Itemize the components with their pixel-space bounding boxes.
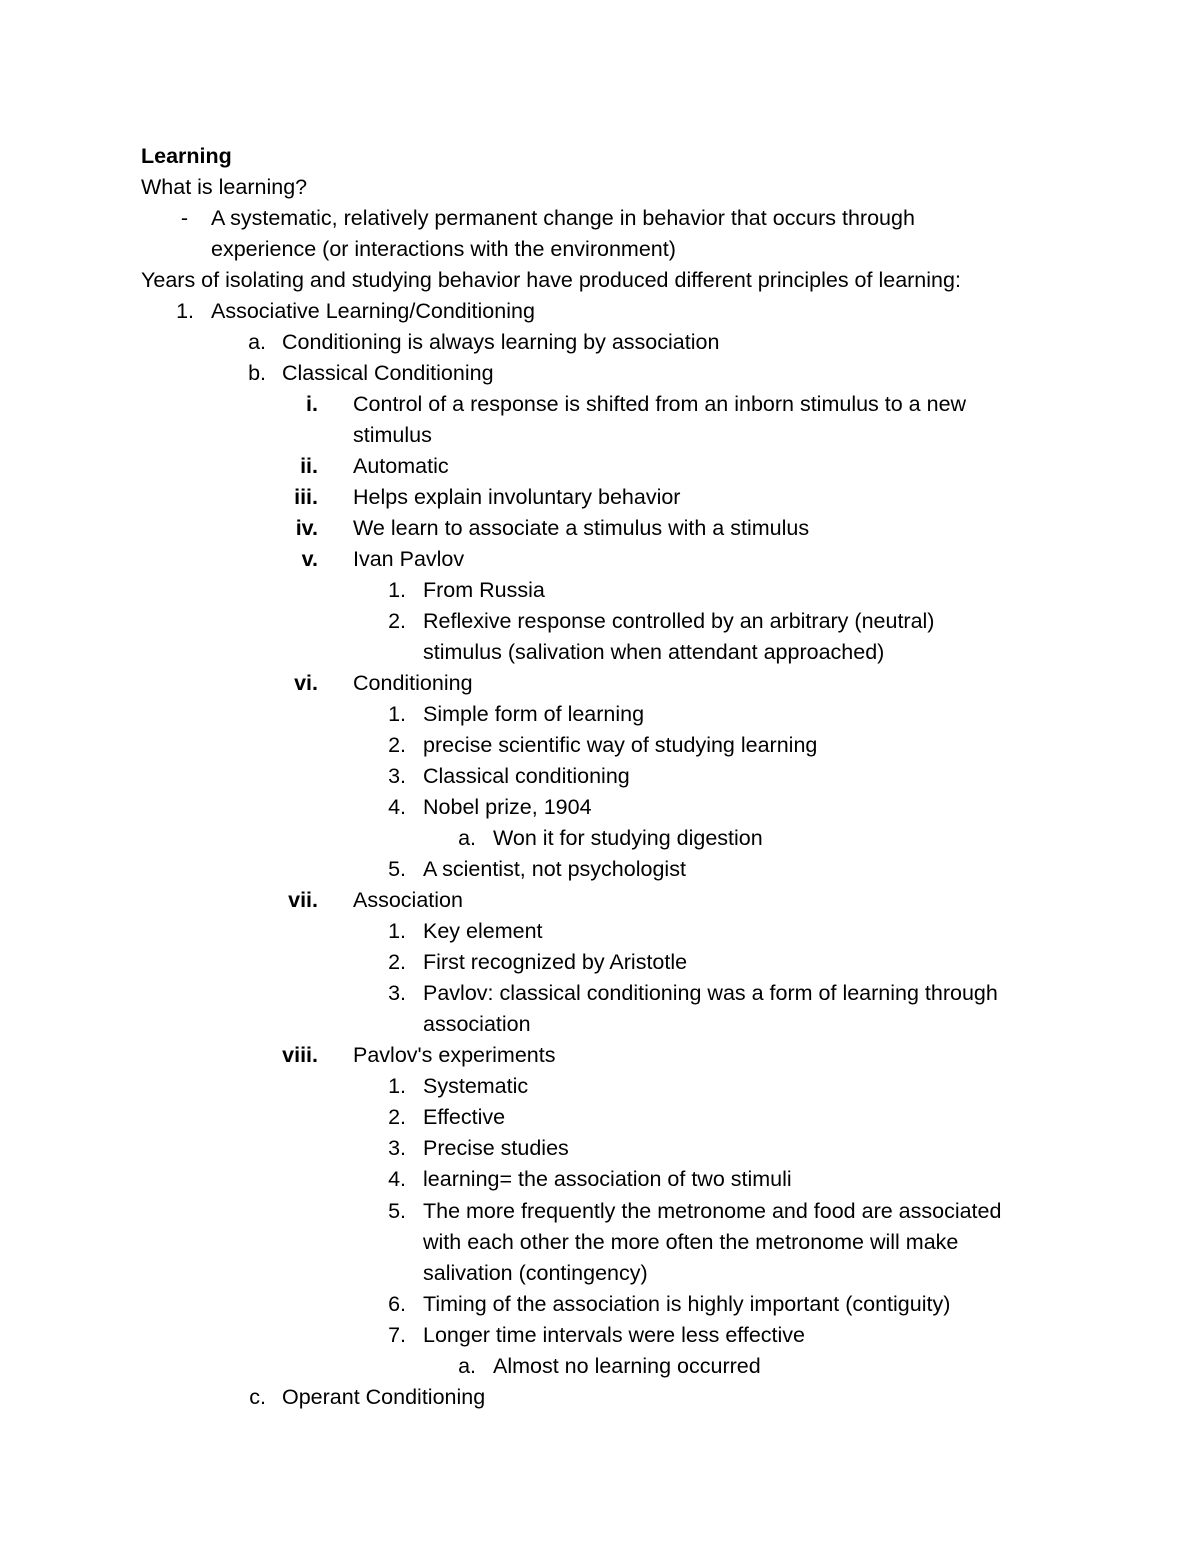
question-text: What is learning?	[141, 175, 308, 199]
list-item: Almost no learning occurred	[493, 1354, 761, 1378]
list-item-continuation: stimulus (salivation when attendant approached)	[423, 640, 885, 664]
list-marker: 5.	[388, 1199, 406, 1223]
list-item: Association	[353, 888, 463, 912]
list-item: Key element	[423, 919, 543, 943]
list-item: Precise studies	[423, 1136, 569, 1160]
list-item: Systematic	[423, 1074, 529, 1098]
list-marker: 4.	[388, 795, 406, 819]
list-item-continuation: association	[423, 1012, 531, 1036]
dash-bullet: -	[180, 206, 188, 230]
list-marker: ii.	[300, 454, 318, 478]
list-marker: 1.	[388, 702, 406, 726]
list-marker: 2.	[388, 950, 406, 974]
list-item: Control of a response is shifted from an inborn stimulus to a new	[353, 392, 967, 416]
list-item: From Russia	[423, 578, 545, 602]
list-marker: 2.	[388, 733, 406, 757]
list-item: Nobel prize, 1904	[423, 795, 592, 819]
list-item: Ivan Pavlov	[353, 547, 465, 571]
list-item: First recognized by Aristotle	[423, 950, 688, 974]
definition-line-1: A systematic, relatively permanent change in behavior that occurs through	[211, 206, 915, 230]
list-marker: 5.	[388, 857, 406, 881]
list-item: Classical Conditioning	[282, 361, 494, 385]
list-marker: a.	[458, 826, 476, 850]
list-marker: vii.	[288, 888, 318, 912]
list-item: Simple form of learning	[423, 702, 645, 726]
list-item: Effective	[423, 1105, 506, 1129]
list-marker: v.	[301, 547, 318, 571]
list-marker: 7.	[388, 1323, 406, 1347]
definition-line-2: experience (or interactions with the environment)	[211, 237, 676, 261]
list-item-continuation: with each other the more often the metronome will make	[423, 1230, 959, 1254]
list-marker: a.	[458, 1354, 476, 1378]
list-marker: a.	[248, 330, 266, 354]
list-item: A scientist, not psychologist	[423, 857, 686, 881]
page-title: Learning	[141, 144, 232, 168]
list-item: Reflexive response controlled by an arbitrary (neutral)	[423, 609, 935, 633]
list-item: Pavlov: classical conditioning was a form of learning through	[423, 981, 998, 1005]
list-item: Pavlov's experiments	[353, 1043, 556, 1067]
list-item: Classical conditioning	[423, 764, 630, 788]
intro-text: Years of isolating and studying behavior have produced different principles of learning:	[141, 268, 961, 292]
list-marker: 1.	[388, 919, 406, 943]
list-item: The more frequently the metronome and food are associated	[423, 1199, 1002, 1223]
list-item: precise scientific way of studying learning	[423, 733, 818, 757]
list-marker: 4.	[388, 1167, 406, 1191]
list-item: Associative Learning/Conditioning	[211, 299, 535, 323]
list-marker: b.	[248, 361, 266, 385]
list-marker: 1.	[176, 299, 194, 323]
list-item: We learn to associate a stimulus with a stimulus	[353, 516, 810, 540]
list-marker: 3.	[388, 764, 406, 788]
list-marker: c.	[249, 1385, 266, 1409]
list-marker: iv.	[295, 516, 318, 540]
list-item: Operant Conditioning	[282, 1385, 486, 1409]
list-item: Conditioning	[353, 671, 473, 695]
list-marker: 6.	[388, 1292, 406, 1316]
list-item: Conditioning is always learning by association	[282, 330, 720, 354]
list-item: Helps explain involuntary behavior	[353, 485, 681, 509]
list-item: Timing of the association is highly important (contiguity)	[423, 1292, 951, 1316]
list-marker: 3.	[388, 981, 406, 1005]
list-item: Automatic	[353, 454, 449, 478]
list-item: Longer time intervals were less effective	[423, 1323, 806, 1347]
list-marker: viii.	[282, 1043, 318, 1067]
list-item: learning= the association of two stimuli	[423, 1167, 792, 1191]
list-item-continuation: stimulus	[353, 423, 432, 447]
list-marker: 1.	[388, 1074, 406, 1098]
list-marker: 1.	[388, 578, 406, 602]
list-marker: 2.	[388, 1105, 406, 1129]
list-marker: 3.	[388, 1136, 406, 1160]
list-marker: i.	[306, 392, 318, 416]
list-marker: vi.	[294, 671, 318, 695]
list-marker: 2.	[388, 609, 406, 633]
list-item: Won it for studying digestion	[493, 826, 763, 850]
list-marker: iii.	[294, 485, 318, 509]
list-item-continuation: salivation (contingency)	[423, 1261, 648, 1285]
